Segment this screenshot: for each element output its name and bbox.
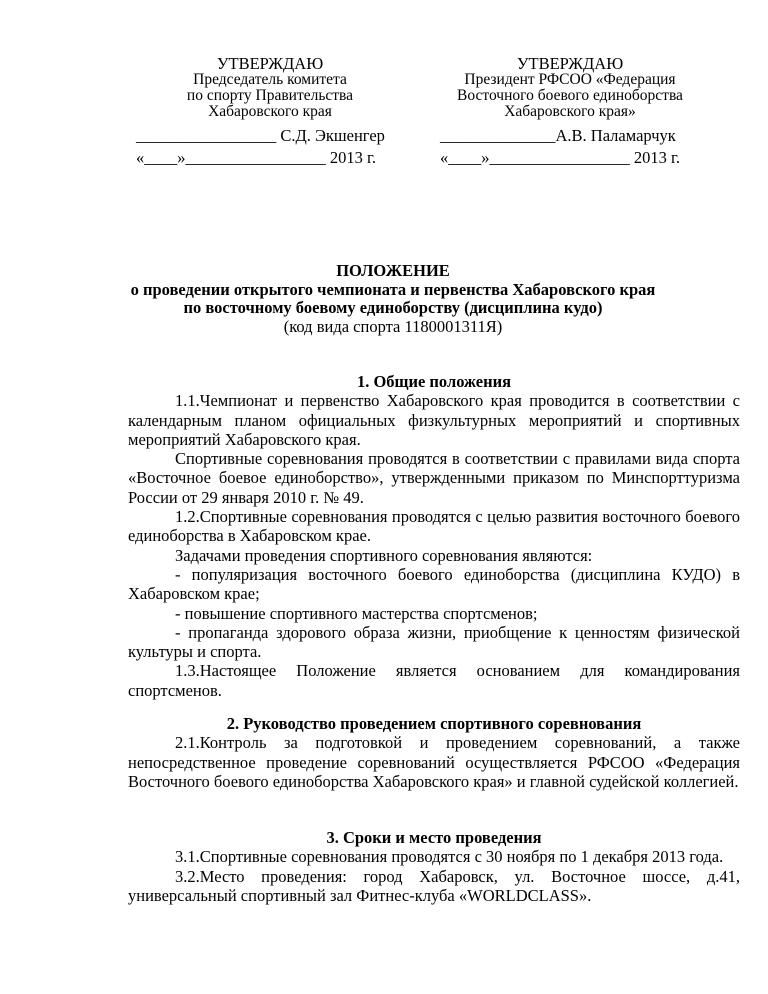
paragraph: Задачами проведения спортивного соревнования являются:	[175, 545, 593, 565]
approval-right	[420, 56, 720, 120]
approval-left-date: «____»_________________ 2013 г.	[136, 148, 377, 167]
list-item: - популяризация восточного боевого единоборства (дисциплина КУДО) в Хабаровском крае;	[128, 564, 740, 604]
paragraph: 2.1.Контроль за подготовкой и проведением соревнований, а также непосредственное проведение соревнований осуществляется РФСОО «Федерация Восточного боевого единоборства Хабаровского края» и главной судейской коллегией.	[128, 733, 740, 791]
section-2	[128, 714, 740, 791]
section-heading: 1. Общие положения	[356, 372, 512, 391]
paragraph: 3.1.Спортивные соревнования проводятся с 30 ноября по 1 декабря 2013 года.	[175, 847, 724, 867]
sport-code: (код вида спорта 1180001311Я)	[283, 316, 503, 336]
section-1	[128, 372, 740, 700]
approval-right-head: УТВЕРЖДАЮ	[516, 54, 624, 73]
paragraph: Спортивные соревнования проводятся в соответствии с правилами вида спорта «Восточное боевое единоборство», утвержденными приказом по Минспорттуризма России от 29 января 2010 г. № 49.	[128, 449, 740, 507]
approval-left-head: УТВЕРЖДАЮ	[216, 54, 324, 73]
document-subtitle: по восточному боевому единоборству (дисциплина кудо)	[183, 298, 603, 317]
approval-left-signature: _________________ С.Д. Экшенгер	[136, 126, 385, 145]
document-title: ПОЛОЖЕНИЕ	[336, 261, 450, 280]
section-heading: 3. Сроки и место проведения	[326, 828, 542, 847]
approval-right-date: «____»_________________ 2013 г.	[440, 148, 681, 167]
approval-left	[120, 56, 420, 120]
approval-right-signature: ______________А.В. Паламарчук	[440, 126, 676, 145]
approval-right-line: Президент РФСОО «Федерация	[464, 71, 676, 88]
approval-left-line: Хабаровского края	[208, 103, 332, 120]
approval-left-line: по спорту Правительства	[186, 87, 354, 104]
document-subtitle: о проведении открытого чемпионата и первенства Хабаровского края	[130, 279, 656, 299]
paragraph: 1.3.Настоящее Положение является основанием для командирования спортсменов.	[128, 661, 740, 700]
paragraph: 1.1.Чемпионат и первенство Хабаровского края проводится в соответствии с календарным планом официальных физкультурных мероприятий и спортивных мероприятий Хабаровского края.	[128, 391, 740, 449]
section-heading: 2. Руководство проведением спортивного соревнования	[226, 714, 642, 733]
paragraph: 1.2.Спортивные соревнования проводятся с целью развития восточного боевого единоборства в Хабаровском крае.	[128, 507, 740, 546]
document-title-block	[30, 262, 756, 336]
approval-right-line: Хабаровского края»	[504, 103, 636, 120]
list-item: - повышение спортивного мастерства спортсменов;	[175, 603, 538, 623]
approval-left-line: Председатель комитета	[193, 71, 347, 88]
list-item: - пропаганда здорового образа жизни, приобщение к ценностям физической культуры и спорта.	[128, 622, 740, 662]
approval-right-line: Восточного боевого единоборства	[457, 87, 683, 104]
section-3	[128, 828, 740, 905]
paragraph: 3.2.Место проведения: город Хабаровск, ул. Восточное шоссе, д.41, универсальный спортивный зал Фитнес-клуба «WORLDCLASS».	[128, 866, 740, 905]
